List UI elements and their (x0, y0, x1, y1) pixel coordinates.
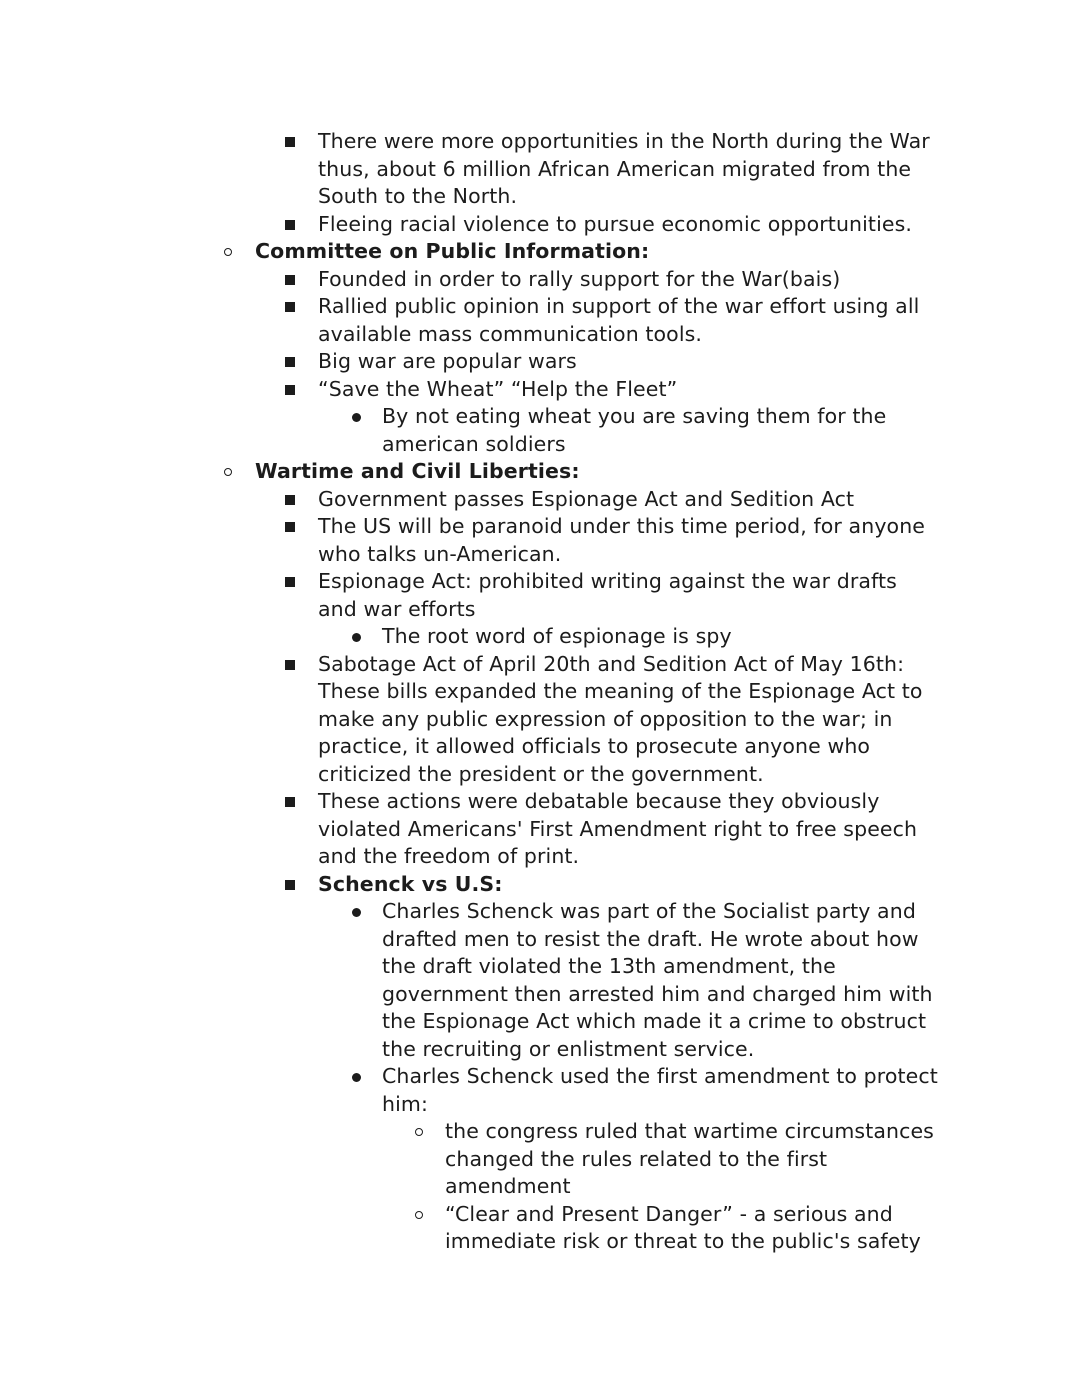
bullet-text: “Save the Wheat” “Help the Fleet” (318, 376, 678, 401)
sub-bullet-text: the draft violated the 13th amendment, the (382, 954, 836, 978)
sub-sub-bullet-text: changed the rules related to the first (445, 1146, 828, 1171)
bullet-square (285, 577, 295, 587)
bullet-dot (352, 413, 361, 422)
bullet-text: make any public expression of opposition to the war; in (318, 706, 893, 731)
section-heading: Committee on Public Information: (255, 239, 650, 263)
case-heading: Schenck vs U.S: (318, 871, 503, 896)
bullet-square (285, 275, 295, 285)
bullet-text: Big war are popular wars (318, 349, 577, 373)
sub-bullet-text: drafted men to resist the draft. He wrote about how (382, 926, 919, 951)
bullet-dot (352, 1073, 361, 1082)
bullet-square (285, 880, 295, 890)
bullet-square (285, 385, 295, 395)
bullet-square (285, 495, 295, 505)
sub-sub-bullet-circle (415, 1211, 423, 1219)
sub-bullet-text: him: (382, 1091, 428, 1116)
sub-bullet-text: Charles Schenck used the first amendment to protect (382, 1064, 938, 1088)
bullet-text: available mass communication tools. (318, 321, 703, 346)
sub-sub-bullet-text: immediate risk or threat to the public's safety (445, 1229, 921, 1253)
sub-sub-bullet-text: “Clear and Present Danger” - a serious and (445, 1201, 893, 1226)
bullet-text: Sabotage Act of April 20th and Sedition Act of May 16th: (318, 651, 905, 676)
bullet-square (285, 660, 295, 670)
bullet-dot (352, 908, 361, 917)
bullet-square (285, 522, 295, 532)
bullet-text: practice, it allowed officials to prosecute anyone who (318, 734, 871, 758)
section-circle (224, 248, 232, 256)
bullet-text: Fleeing racial violence to pursue economic opportunities. (318, 211, 912, 236)
bullet-text: violated Americans' First Amendment right to free speech (318, 816, 918, 841)
bullet-text: Rallied public opinion in support of the war effort using all (318, 294, 920, 318)
sub-bullet-text: Charles Schenck was part of the Socialist party and (382, 899, 916, 923)
bullet-text: and the freedom of print. (318, 844, 580, 868)
sub-bullet-text: the recruiting or enlistment service. (382, 1036, 755, 1061)
sub-bullet-text: american soldiers (382, 431, 566, 456)
section-heading: Wartime and Civil Liberties: (255, 459, 580, 483)
sub-sub-bullet-text: amendment (445, 1174, 571, 1198)
bullet-text: criticized the president or the government. (318, 761, 764, 786)
bullet-square (285, 357, 295, 367)
bullet-square (285, 797, 295, 807)
bullet-text: who talks un-American. (318, 541, 562, 566)
bullet-text: Government passes Espionage Act and Sedition Act (318, 486, 855, 511)
bullet-text: and war efforts (318, 596, 476, 621)
bullet-text: These bills expanded the meaning of the Espionage Act to (318, 679, 923, 703)
sub-bullet-text: By not eating wheat you are saving them for the (382, 404, 887, 428)
section-circle (224, 468, 232, 476)
sub-bullet-text: The root word of espionage is spy (382, 624, 732, 648)
bullet-text: These actions were debatable because they obviously (318, 789, 880, 813)
bullet-text: Espionage Act: prohibited writing against the war drafts (318, 569, 897, 593)
bullet-text: thus, about 6 million African American migrated from the (318, 156, 912, 181)
sub-bullet-text: the Espionage Act which made it a crime to obstruct (382, 1009, 927, 1033)
bullet-dot (352, 633, 361, 642)
bullet-text: There were more opportunities in the North during the War (318, 129, 930, 153)
sub-sub-bullet-circle (415, 1128, 423, 1136)
sub-sub-bullet-text: the congress ruled that wartime circumstances (445, 1119, 934, 1143)
bullet-text: South to the North. (318, 184, 518, 208)
bullet-text: Founded in order to rally support for the War(bais) (318, 266, 841, 291)
bullet-square (285, 137, 295, 147)
bullet-text: The US will be paranoid under this time period, for anyone (318, 514, 925, 538)
bullet-square (285, 302, 295, 312)
sub-bullet-text: government then arrested him and charged him with (382, 981, 933, 1006)
bullet-square (285, 220, 295, 230)
